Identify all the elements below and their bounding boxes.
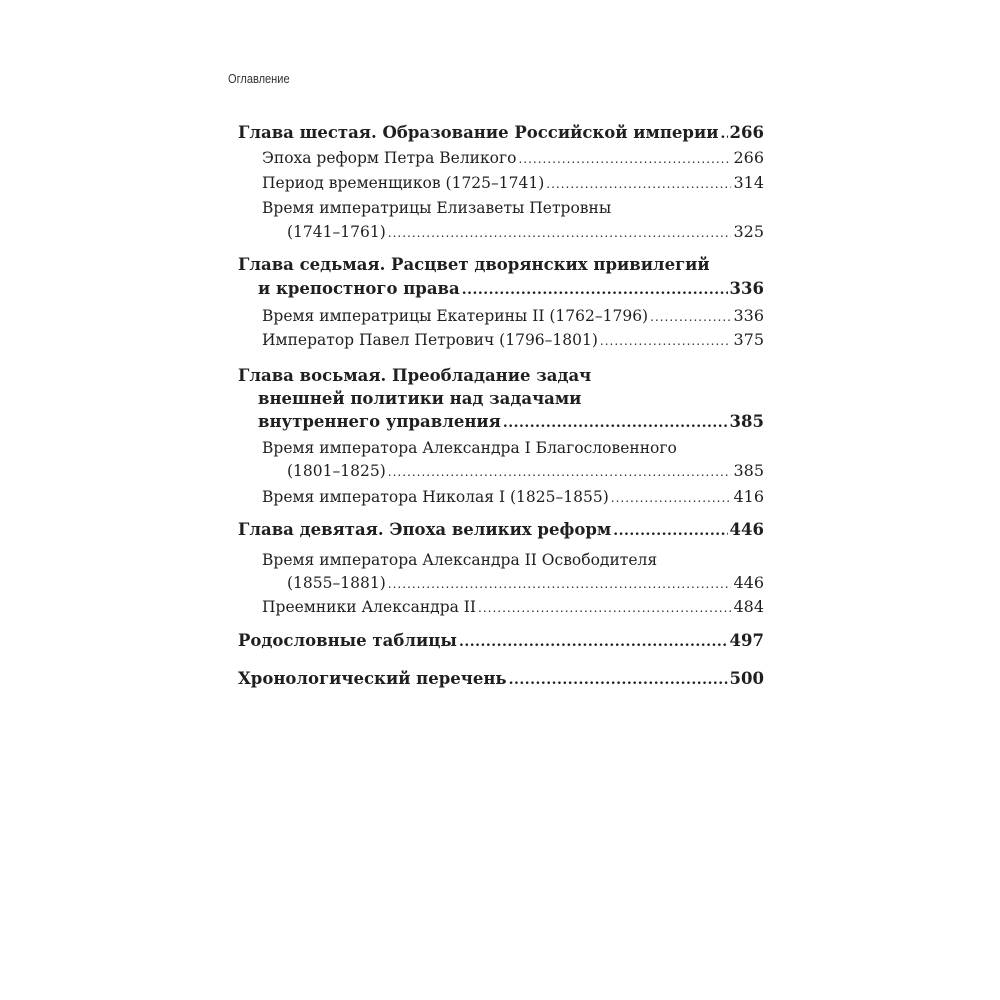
dot-leader <box>518 147 731 171</box>
dot-leader <box>650 305 731 329</box>
dot-leader <box>611 486 732 510</box>
dot-leader <box>613 519 727 543</box>
dot-leader <box>503 411 728 435</box>
toc-page-number: 314 <box>733 173 764 192</box>
dot-leader <box>388 460 732 484</box>
toc-entry-title: (1855–1881) <box>287 574 386 592</box>
toc-chapter-entry[interactable] <box>258 387 764 411</box>
dot-leader <box>720 122 727 146</box>
toc-page-number: 385 <box>733 461 764 480</box>
toc-entry-title: Время императора Александра I Благословенного <box>262 439 677 457</box>
toc-chapter-entry[interactable] <box>238 629 764 653</box>
toc-entry-title: Глава девятая. Эпоха великих реформ <box>238 520 612 539</box>
toc-entry-title: и крепостного права <box>258 279 460 298</box>
toc-chapter-entry[interactable] <box>238 667 764 691</box>
toc-entry-title: Время императрицы Елизаветы Петровны <box>262 199 612 217</box>
toc-chapter-entry[interactable] <box>238 253 764 277</box>
toc-section-entry[interactable] <box>287 571 764 595</box>
toc-section-entry[interactable] <box>262 196 764 220</box>
toc-section-entry[interactable] <box>287 220 764 244</box>
toc-chapter-entry[interactable] <box>238 518 764 542</box>
toc-section-entry[interactable] <box>262 146 764 170</box>
toc-page-number: 446 <box>733 573 764 592</box>
toc-entry-title: Хронологический перечень <box>238 669 507 688</box>
toc-entry-title: Глава шестая. Образование Российской империи <box>238 123 719 142</box>
dot-leader <box>509 668 728 692</box>
toc-entry-title: Эпоха реформ Петра Великого <box>262 149 517 167</box>
toc-entry-title: Преемники Александра II <box>262 598 477 616</box>
toc-entry-title: (1801–1825) <box>287 462 386 480</box>
toc-page-number: 266 <box>733 148 764 167</box>
toc-entry-title: внешней политики над задачами <box>258 389 582 408</box>
toc-chapter-entry[interactable] <box>258 410 764 434</box>
toc-chapter-entry[interactable] <box>238 364 764 388</box>
dot-leader <box>388 221 732 245</box>
dot-leader <box>388 572 732 596</box>
toc-page-number: 375 <box>733 330 764 349</box>
toc-section-entry[interactable] <box>262 548 764 572</box>
dot-leader <box>459 630 728 654</box>
toc-section-entry[interactable] <box>262 171 764 195</box>
toc-section-entry[interactable] <box>287 459 764 483</box>
toc-page-number: 416 <box>733 487 764 506</box>
toc-page-number: 336 <box>729 279 764 298</box>
dot-leader <box>546 172 731 196</box>
running-header: Оглавление <box>228 71 290 86</box>
toc-entry-title: Время императора Николая I (1825–1855) <box>262 488 609 506</box>
toc-entry-title: Время императора Александра II Освободителя <box>262 551 658 569</box>
toc-section-entry[interactable] <box>262 485 764 509</box>
toc-page-number: 484 <box>733 597 764 616</box>
toc-entry-title: Время императрицы Екатерины II (1762–1796) <box>262 307 649 325</box>
toc-entry-title: Император Павел Петрович (1796–1801) <box>262 331 598 349</box>
toc-page-number: 266 <box>729 123 764 142</box>
dot-leader <box>478 596 731 620</box>
toc-section-entry[interactable] <box>262 436 764 460</box>
toc-section-entry[interactable] <box>262 595 764 619</box>
toc-entry-title: Глава седьмая. Расцвет дворянских привилегий <box>238 255 710 274</box>
toc-entry-title: Родословные таблицы <box>238 631 457 650</box>
toc-page-number: 497 <box>729 631 764 650</box>
toc-section-entry[interactable] <box>262 304 764 328</box>
toc-entry-title: Период временщиков (1725–1741) <box>262 174 545 192</box>
toc-chapter-entry[interactable] <box>238 121 764 145</box>
toc-chapter-entry[interactable] <box>258 277 764 301</box>
toc-entry-title: Глава восьмая. Преобладание задач <box>238 366 592 385</box>
toc-page-number: 446 <box>729 520 764 539</box>
dot-leader <box>600 329 732 353</box>
toc-entry-title: (1741–1761) <box>287 223 386 241</box>
toc-page-number: 325 <box>733 222 764 241</box>
toc-page-number: 336 <box>733 306 764 325</box>
dot-leader <box>462 278 728 302</box>
toc-page-number: 500 <box>729 669 764 688</box>
toc-page-number: 385 <box>729 412 764 431</box>
toc-entry-title: внутреннего управления <box>258 412 501 431</box>
toc-section-entry[interactable] <box>262 328 764 352</box>
